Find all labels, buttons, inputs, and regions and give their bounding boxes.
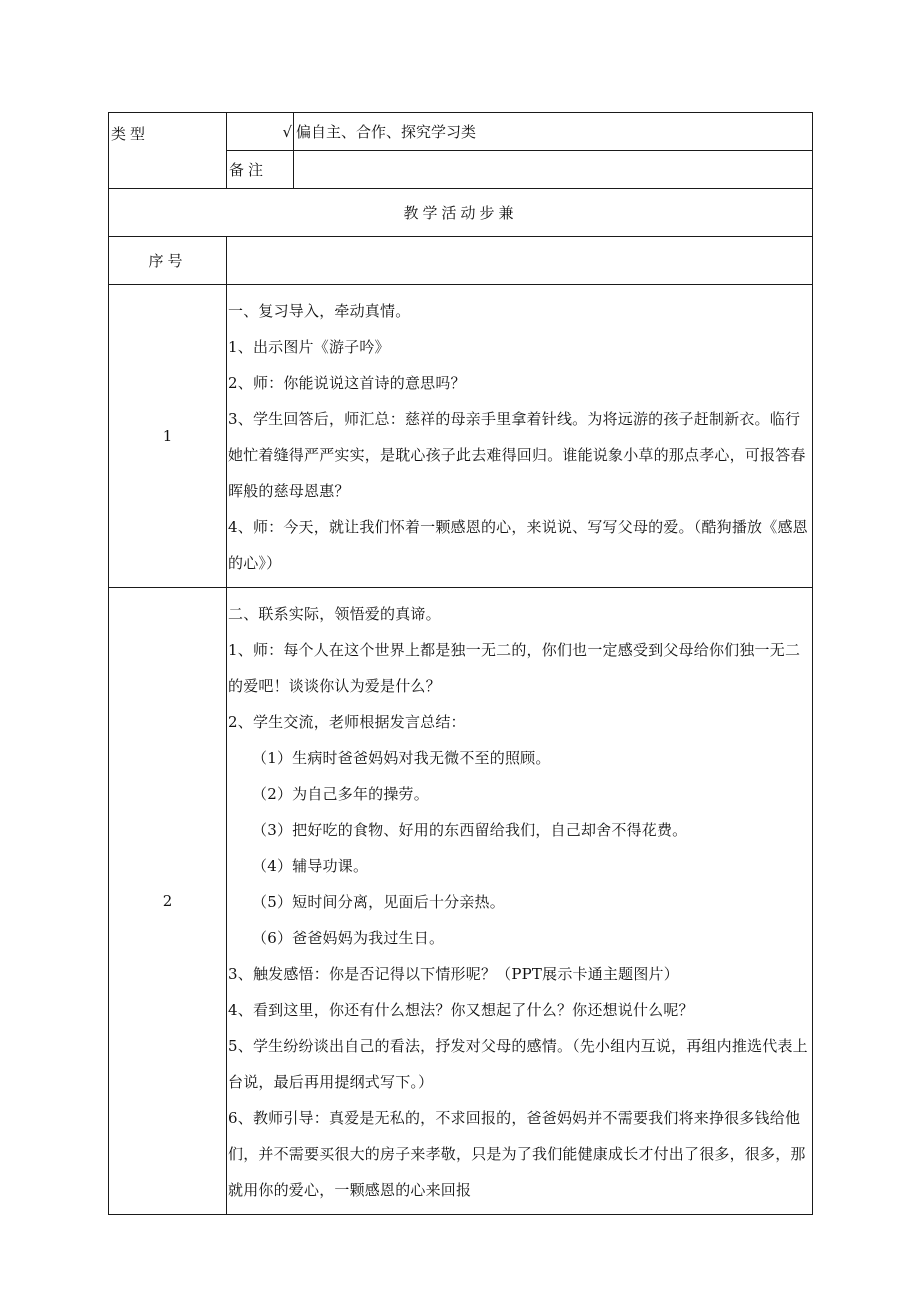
step-line: 2、学生交流，老师根据发言总结：: [228, 713, 466, 731]
lesson-plan-table: [108, 112, 813, 1215]
step-line: （6）爸爸妈妈为我过生日。: [252, 929, 445, 947]
section-title-row: [109, 189, 813, 237]
remark-label-cell: [227, 151, 294, 189]
index-header-cell: [109, 237, 227, 285]
step-index-cell: [109, 285, 227, 588]
step-index-cell: [109, 588, 227, 1215]
check-cell: [227, 113, 294, 151]
step-line: 4、师：今天，就让我们怀着一颗感恩的心，来说说、写写父母的爱。（酷狗播放《感恩的心》）: [228, 518, 808, 572]
step-line: 4、看到这里，你还有什么想法？你又想起了什么？你还想说什么呢？: [228, 1001, 694, 1019]
content-header-cell: [227, 237, 813, 285]
step-row-1: [109, 285, 813, 588]
step-line: （5）短时间分离，见面后十分亲热。: [252, 893, 505, 911]
type-value: 偏自主、合作、探究学习类: [296, 123, 477, 141]
step-content-cell: [227, 588, 813, 1215]
check-mark: √: [282, 122, 292, 141]
type-label: 类型: [111, 125, 150, 143]
index-header: 序号: [148, 252, 187, 270]
step-line: 一、复习导入，牵动真情。: [228, 302, 411, 320]
step-line: 6、教师引导：真爱是无私的，不求回报的，爸爸妈妈并不需要我们将来挣很多钱给他们，并不需要买很大的房子来孝敬，只是为了我们能健康成长才付出了很多，很多，那就用你的爱心，一颗感恩的心来回报: [228, 1109, 806, 1199]
step-line: （2）为自己多年的操劳。: [252, 785, 429, 803]
step-index: 2: [162, 892, 173, 910]
step-line: 3、触发感悟：你是否记得以下情形呢？（PPT展示卡通主题图片）: [228, 965, 679, 983]
step-line: （4）辅导功课。: [252, 857, 369, 875]
section-title: 教学活动步兼: [403, 204, 518, 222]
step-line: 5、学生纷纷谈出自己的看法，抒发对父母的感情。（先小组内互说，再组内推选代表上台说，最后再用提纲式写下。）: [228, 1037, 808, 1091]
step-index: 1: [162, 427, 173, 445]
type-value-cell: [294, 113, 813, 151]
step-line: 1、出示图片《游子吟》: [228, 338, 390, 356]
remark-value-cell: [294, 151, 813, 189]
step-line: 3、学生回答后，师汇总：慈祥的母亲手里拿着针线。为将远游的孩子赶制新衣。临行她忙着缝得严严实实，是耽心孩子此去难得回归。谁能说象小草的那点孝心，可报答春晖般的慈母恩惠？: [228, 410, 806, 500]
step-row-2: [109, 588, 813, 1215]
step-line: 2、师：你能说说这首诗的意思吗？: [228, 374, 466, 392]
type-row: [109, 113, 813, 151]
type-label-cell: [109, 113, 227, 189]
remark-label: 备注: [229, 161, 268, 179]
step-line: 1、师：每个人在这个世界上都是独一无二的，你们也一定感受到父母给你们独一无二的爱吧！谈谈你认为爱是什么？: [228, 641, 801, 695]
step-line: 二、联系实际，领悟爱的真谛。: [228, 605, 441, 623]
section-title-cell: [109, 189, 813, 237]
step-line: （3）把好吃的食物、好用的东西留给我们，自己却舍不得花费。: [252, 821, 688, 839]
column-header-row: [109, 237, 813, 285]
step-line: （1）生病时爸爸妈妈对我无微不至的照顾。: [252, 749, 551, 767]
step-content-cell: [227, 285, 813, 588]
